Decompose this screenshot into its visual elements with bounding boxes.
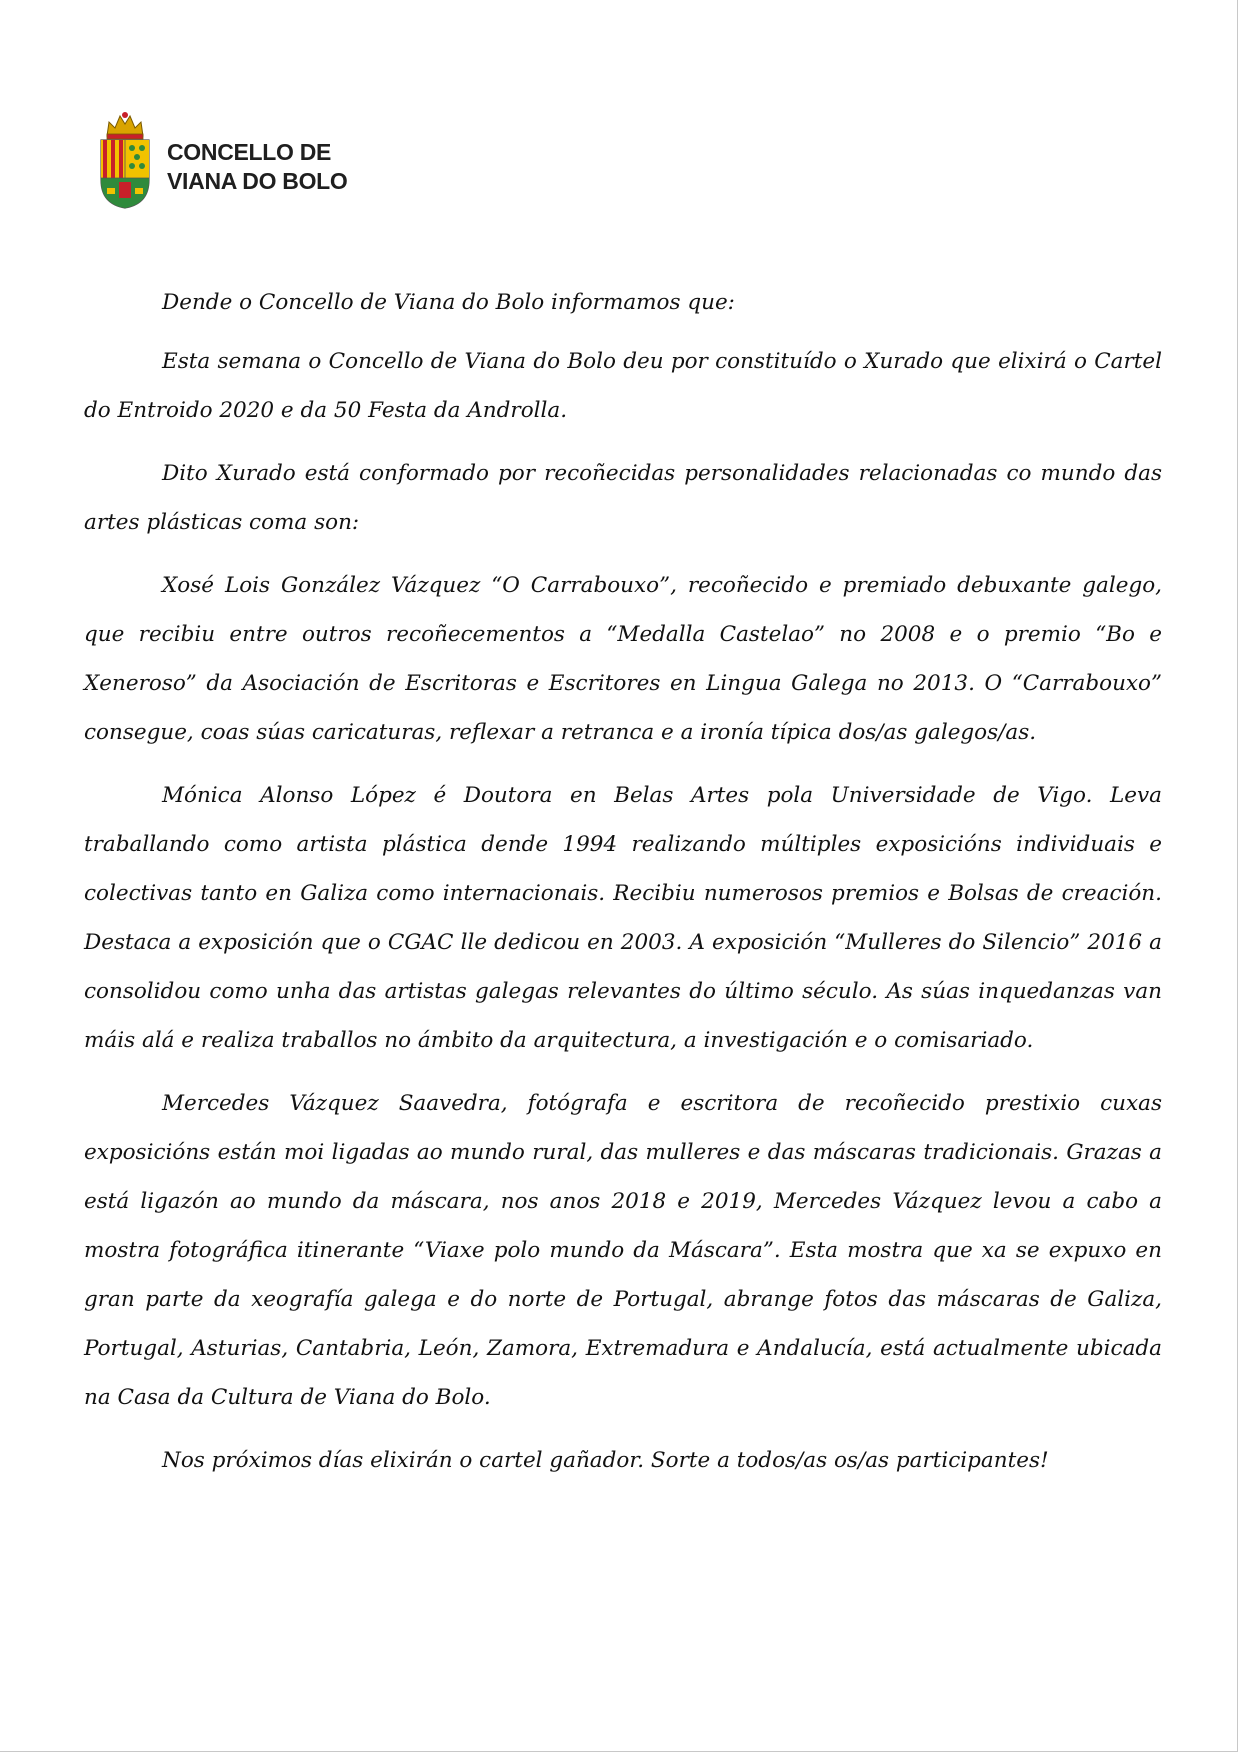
org-name-line-2: VIANA DO BOLO <box>167 168 348 194</box>
paragraph-jury-members: Dito Xurado está conformado por recoñecidas personalidades relacionadas co mundo das artes plásticas coma son: <box>84 461 1162 535</box>
organization-name <box>167 138 348 196</box>
coat-of-arms-icon <box>95 110 155 210</box>
paragraph-monica-alonso: Mónica Alonso López é Doutora en Belas Artes pola Universidade de Vigo. Leva traballando como artista plástica dende 1994 realizando múltiples exposicións individuais e colectivas tanto en Galiza como internacionais. Recibiu numerosos premios e Bolsas de creación. Destaca a exposición que o CGAC lle dedicou en 2003. A exposición “Mulleres do Silencio” 2016 a consolidou como unha das artistas galegas relevantes do último século. As súas inquedanzas van máis alá e realiza traballos no ámbito da arquitectura, a investigación e o comisariado. <box>84 783 1162 1053</box>
letterhead <box>95 110 348 210</box>
paragraph-closing: Nos próximos días elixirán o cartel gañador. Sorte a todos/as os/as participantes! <box>162 1448 1049 1473</box>
paragraph-intro: Dende o Concello de Viana do Bolo informamos que: <box>162 290 735 315</box>
paragraph-mercedes-vazquez: Mercedes Vázquez Saavedra, fotógrafa e escritora de recoñecido prestixio cuxas exposicións están moi ligadas ao mundo rural, das mulleres e das máscaras tradicionais. Grazas a está ligazón ao mundo da máscara, nos anos 2018 e 2019, Mercedes Vázquez levou a cabo a mostra fotográfica itinerante “Viaxe polo mundo da Máscara”. Esta mostra que xa se expuxo en gran parte da xeografía galega e do norte de Portugal, abrange fotos das máscaras de Galiza, Portugal, Asturias, Cantabria, León, Zamora, Extremadura e Andalucía, está actualmente ubicada na Casa da Cultura de Viana do Bolo. <box>84 1091 1162 1410</box>
paragraph-jury-constituted: Esta semana o Concello de Viana do Bolo deu por constituído o Xurado que elixirá o Cartel do Entroido 2020 e da 50 Festa da Androlla. <box>84 349 1162 423</box>
letter-body <box>84 278 1162 1499</box>
org-name-line-1: CONCELLO DE <box>167 139 332 165</box>
paragraph-carrabouxo: Xosé Lois González Vázquez “O Carrabouxo”, recoñecido e premiado debuxante galego, que recibiu entre outros recoñecementos a “Medalla Castelao” no 2008 e o premio “Bo e Xeneroso” da Asociación de Escritoras e Escritores en Lingua Galega no 2013. O “Carrabouxo” consegue, coas súas caricaturas, reflexar a retranca e a ironía típica dos/as galegos/as. <box>84 573 1162 745</box>
